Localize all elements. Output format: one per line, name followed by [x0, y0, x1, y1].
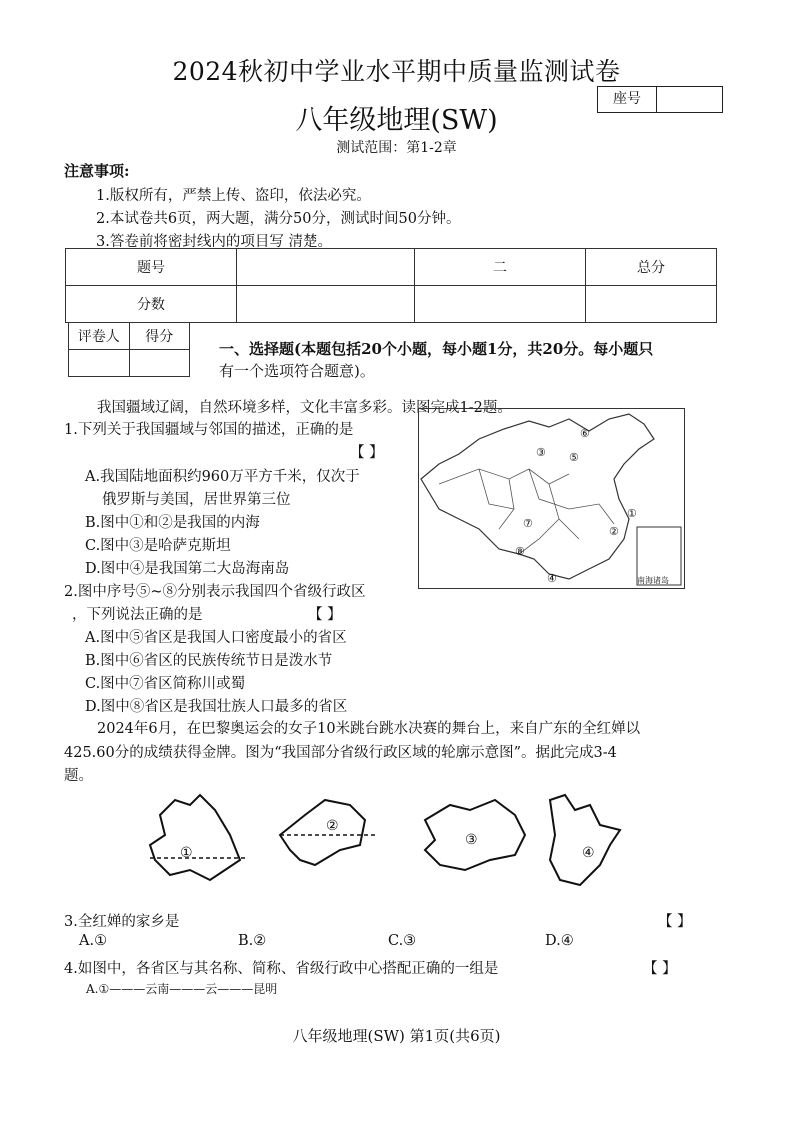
q3-option-c: C.③ — [388, 933, 417, 949]
shape-label-2: ② — [326, 818, 339, 834]
q1-stem: 1.下列关于我国疆域与邻国的描述，正确的是 — [64, 422, 354, 438]
q2-option-d: D.图中⑧省区是我国壮族人口最多的省区 — [85, 699, 348, 715]
q1-option-a: A.我国陆地面积约960万平方千米，仅次于 — [85, 469, 360, 485]
grader-header: 评卷人 — [69, 323, 130, 350]
map-inset-label: 南海诸岛 — [637, 576, 669, 585]
grader-table — [68, 322, 190, 377]
exam-subtitle: 八年级地理(SW) — [295, 105, 498, 136]
exam-title: 2024秋初中学业水平期中质量监测试卷 — [172, 57, 621, 86]
map-label-7: ⑦ — [523, 517, 533, 530]
score-cell — [415, 286, 586, 323]
grader-header: 得分 — [129, 323, 190, 350]
map-label-3: ③ — [536, 446, 546, 459]
shape-label-4: ④ — [582, 845, 595, 861]
seat-label: 座号 — [598, 87, 657, 112]
section-title-cont: 有一个选项符合题意)。 — [219, 362, 375, 380]
grader-cell — [129, 350, 190, 377]
map-label-1: ① — [627, 507, 637, 520]
notice-heading: 注意事项: — [64, 162, 130, 180]
q1-option-c: C.图中③是哈萨克斯坦 — [85, 538, 231, 554]
intro2-line2: 425.60分的成绩获得金牌。图为“我国部分省级行政区域的轮廓示意图”。据此完成3-4 — [64, 745, 617, 761]
intro2-line3: 题。 — [64, 768, 93, 784]
shape-label-3: ③ — [465, 832, 478, 848]
q1-option-b: B.图中①和②是我国的内海 — [85, 515, 260, 531]
q2-stem: 2.图中序号⑤~⑧分别表示我国四个省级行政区 — [64, 584, 366, 600]
section-title: 一、选择题(本题包括20个小题，每小题1分，共20分。每小题只 — [219, 340, 654, 358]
china-map — [418, 408, 685, 589]
q2-option-b: B.图中⑥省区的民族传统节日是泼水节 — [85, 653, 333, 669]
province-outlines — [140, 790, 660, 900]
grader-cell — [69, 350, 130, 377]
score-header-cell — [237, 249, 415, 286]
notice-item: 2.本试卷共6页，两大题，满分50分，测试时间50分钟。 — [96, 211, 461, 227]
page-footer: 八年级地理(SW) 第1页(共6页) — [292, 1027, 501, 1045]
seat-number-box — [597, 86, 723, 113]
notice-item: 1.版权所有，严禁上传、盗印，依法必究。 — [96, 188, 371, 204]
q4-stem: 4.如图中，各省区与其名称、简称、省级行政中心搭配正确的一组是 — [64, 961, 499, 977]
q2-option-c: C.图中⑦省区简称川或蜀 — [85, 676, 246, 692]
score-table — [65, 248, 717, 323]
map-label-4: ④ — [547, 572, 557, 585]
shape-label-1: ① — [180, 845, 193, 861]
map-label-6: ⑥ — [580, 427, 590, 440]
q4-bracket: 【 】 — [643, 961, 677, 977]
q2-bracket: 【 】 — [308, 607, 342, 623]
notice-item: 3.答卷前将密封线内的项目写 清楚。 — [96, 234, 332, 250]
q1-bracket: 【 】 — [350, 445, 384, 461]
map-label-5: ⑤ — [569, 451, 579, 464]
q1-option-d: D.图中④是我国第二大岛海南岛 — [85, 561, 290, 577]
score-cell — [237, 286, 415, 323]
score-header-cell: 题号 — [66, 249, 237, 286]
score-cell — [586, 286, 717, 323]
intro2-line1: 2024年6月，在巴黎奥运会的女子10米跳台跳水决赛的舞台上，来自广东的全红婵以 — [97, 721, 641, 737]
q3-option-d: D.④ — [545, 933, 574, 949]
q3-option-a: A.① — [79, 933, 108, 949]
q3-option-b: B.② — [238, 933, 267, 949]
q3-bracket: 【 】 — [658, 914, 692, 930]
test-range: 测试范围：第1-2章 — [336, 140, 457, 156]
q2-stem-cont: ，下列说法正确的是 — [72, 607, 203, 623]
score-header-cell: 二 — [415, 249, 586, 286]
score-label-cell: 分数 — [66, 286, 237, 323]
score-header-cell: 总分 — [586, 249, 717, 286]
q1-option-a-cont: 俄罗斯与美国，居世界第三位 — [102, 492, 291, 508]
map-label-8: ⑧ — [515, 545, 525, 558]
q4-option-a: A.①———云南———云———昆明 — [86, 982, 278, 996]
china-map-outline — [419, 409, 684, 588]
q2-option-a: A.图中⑤省区是我国人口密度最小的省区 — [85, 630, 347, 646]
map-label-2: ② — [609, 525, 619, 538]
q3-stem: 3.全红婵的家乡是 — [64, 914, 180, 930]
intro-text: 我国疆域辽阔，自然环境多样，文化丰富多彩。读图完成1-2题。 — [97, 400, 512, 416]
